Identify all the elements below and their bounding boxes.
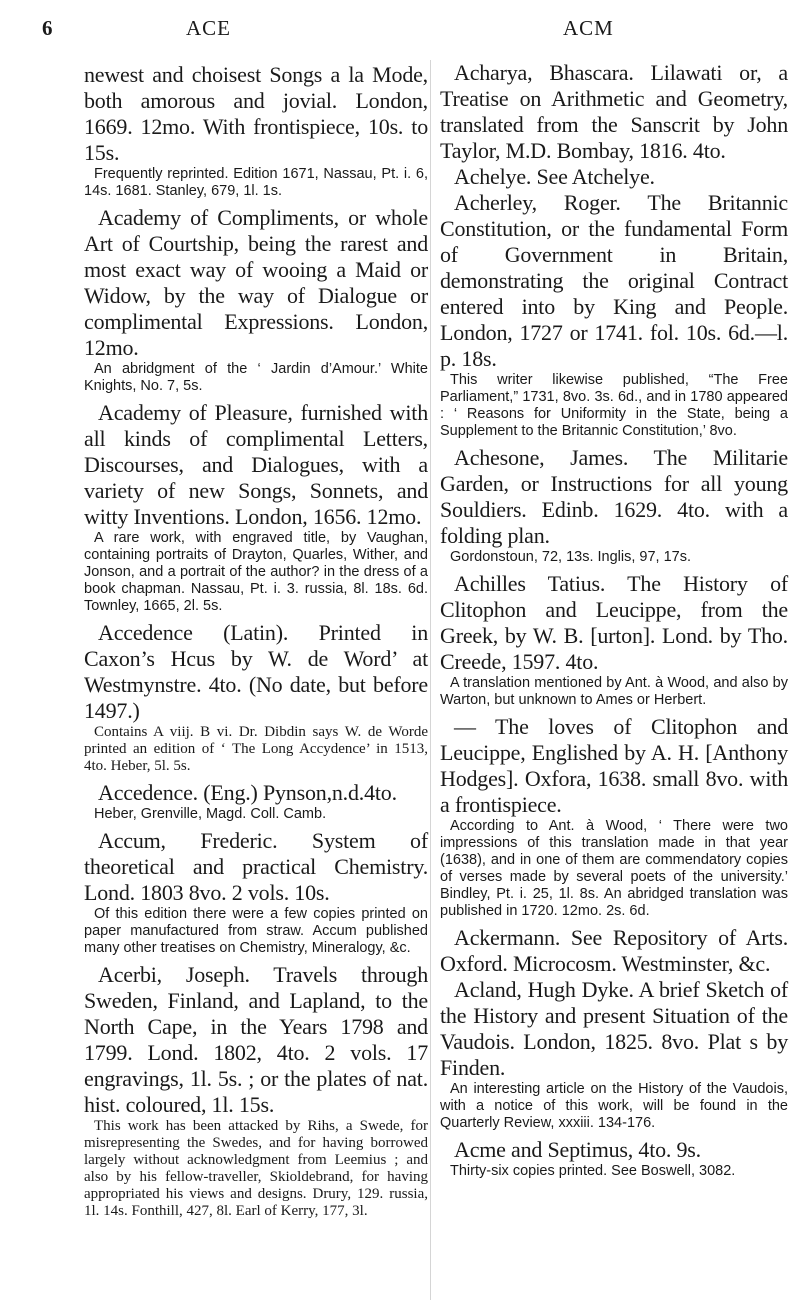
left-entry: Acerbi, Joseph. Travels through Sweden, Finland, and Lapland, to the North Cape, in the Years 1798 and 1799. Lond. 1802, 4to. 2 vols. 17 engravings, 1l. 5s. ; or the plates of nat. hist. coloured, 1l. 15s. (84, 962, 428, 1117)
page-number: 6 (42, 16, 53, 40)
left-entry-text: newest and choisest Songs a la Mode, both amorous and jovial. London, 1669. 12mo. With frontispiece, 10s. to 15s. (84, 62, 428, 165)
left-entry: Academy of Compliments, or whole Art of Courtship, being the rarest and most exact way of wooing a Maid or Widow, by the way of Dialogue or complimental Expressions. London, 12mo. (84, 205, 428, 360)
right-entry-note: An interesting article on the History of the Vaudois, with a notice of this work, will be found in the Quarterly Review, xxxiii. 134-176. (440, 1081, 788, 1131)
left-entry-note: Of this edition there were a few copies printed on paper manufactured from straw. Accum published many other treatises on Chemistry, Mineralogy, &c. (84, 906, 428, 956)
running-header (0, 16, 800, 46)
right-entry: Acherley, Roger. The Britannic Constitution, or the fundamental Form of Government in Britain, demonstrating the original Contract entered into by King and People. London, 1727 or 1741. fol. 10s. 6d.—l. p. 18s. (440, 190, 788, 371)
right-entry: Acme and Septimus, 4to. 9s. (454, 1137, 701, 1162)
header-right-word: ACM (563, 16, 614, 40)
right-entry: Achesone, James. The Militarie Garden, or Instructions for all young Souldiers. Edinb. 1629. 4to. with a folding plan. (440, 445, 788, 548)
left-entry-note: Heber, Grenville, Magd. Coll. Camb. (94, 806, 327, 822)
left-entry-note: Contains A viij. B vi. Dr. Dibdin says W. de Worde printed an edition of ‘ The Long Accydence’ in 1513, 4to. Heber, 5l. 5s. (84, 724, 428, 774)
right-entry-note: This writer likewise published, “The Free Parliament,” 1731, 8vo. 3s. 6d., and in 1780 appeared : ‘ Reasons for Uniformity in the State, being a Supplement to the Britannic Constitution,’ 8vo. (440, 372, 788, 439)
column-divider (430, 60, 431, 1300)
right-entry: Acharya, Bhascara. Lilawati or, a Treatise on Arithmetic and Geometry, translated from the Sanscrit by John Taylor, M.D. Bombay, 1816. 4to. (440, 60, 788, 163)
left-entry: Academy of Pleasure, furnished with all kinds of complimental Letters, Discourses, and Dialogues, with a variety of new Songs, Sonnets, and witty Inventions. London, 1656. 12mo. (84, 400, 428, 529)
right-entry: — The loves of Clitophon and Leucippe, Englished by A. H. [Anthony Hodges]. Oxfora, 1638. small 8vo. with a frontispiece. (440, 714, 788, 817)
left-column (84, 62, 428, 1225)
left-entry-note: A rare work, with engraved title, by Vaughan, containing portraits of Drayton, Quarles, Wither, and Jonson, and a portrait of the author? in the dress of a book chapman. Nassau, Pt. i. 3. russia, 8l. 18s. 6d. Townley, 1665, 2l. 5s. (84, 530, 428, 614)
left-entry-note: This work has been attacked by Rihs, a Swede, for misrepresenting the Swedes, and for having borrowed largely without acknowledgment from Leemius ; and also by his fellow-traveller, Skioldebrand, for having appropriated his views and designs. Drury, 129. russia, 1l. 14s. Fonthill, 427, 8l. Earl of Kerry, 177, 3l. (84, 1118, 428, 1219)
right-entry: Acland, Hugh Dyke. A brief Sketch of the History and present Situation of the Vaudois. London, 1825. 8vo. Plat s by Finden. (440, 977, 788, 1080)
right-entry-note: According to Ant. à Wood, ‘ There were two impressions of this translation made in that year (1638), and in one of them are commendatory copies of verses made by several poets of the university.’ Bindley, Pt. i. 25, 1l. 8s. An abridged translation was published in 1720. 12mo. 2s. 6d. (440, 818, 788, 919)
left-entry: Accedence. (Eng.) Pynson,n.d.4to. (98, 780, 397, 805)
left-entry: Accum, Frederic. System of theoretical and practical Chemistry. Lond. 1803 8vo. 2 vols. 10s. (84, 828, 428, 905)
left-entry: Accedence (Latin). Printed in Caxon’s Hcus by W. de Word’ at Westmynstre. 4to. (No date, but before 1497.) (84, 620, 428, 723)
right-entry: Ackermann. See Repository of Arts. Oxford. Microcosm. Westminster, &c. (440, 925, 788, 976)
right-entry: Achilles Tatius. The History of Clitophon and Leucippe, from the Greek, by W. B. [urton]. Lond. by Tho. Creede, 1597. 4to. (440, 571, 788, 674)
right-entry: Achelye. See Atchelye. (454, 164, 655, 189)
right-entry-note: Gordonstoun, 72, 13s. Inglis, 97, 17s. (450, 549, 692, 565)
left-entry-note: An abridgment of the ‘ Jardin d’Amour.’ White Knights, No. 7, 5s. (84, 361, 428, 394)
left-entry-note: Frequently reprinted. Edition 1671, Nassau, Pt. i. 6, 14s. 1681. Stanley, 679, 1l. 1s. (84, 166, 428, 199)
right-entry-note: A translation mentioned by Ant. à Wood, and also by Warton, but unknown to Ames or Herbert. (440, 675, 788, 708)
right-column (440, 60, 788, 1185)
right-entry-note: Thirty-six copies printed. See Boswell, 3082. (450, 1163, 736, 1179)
header-left-word: ACE (186, 16, 231, 40)
